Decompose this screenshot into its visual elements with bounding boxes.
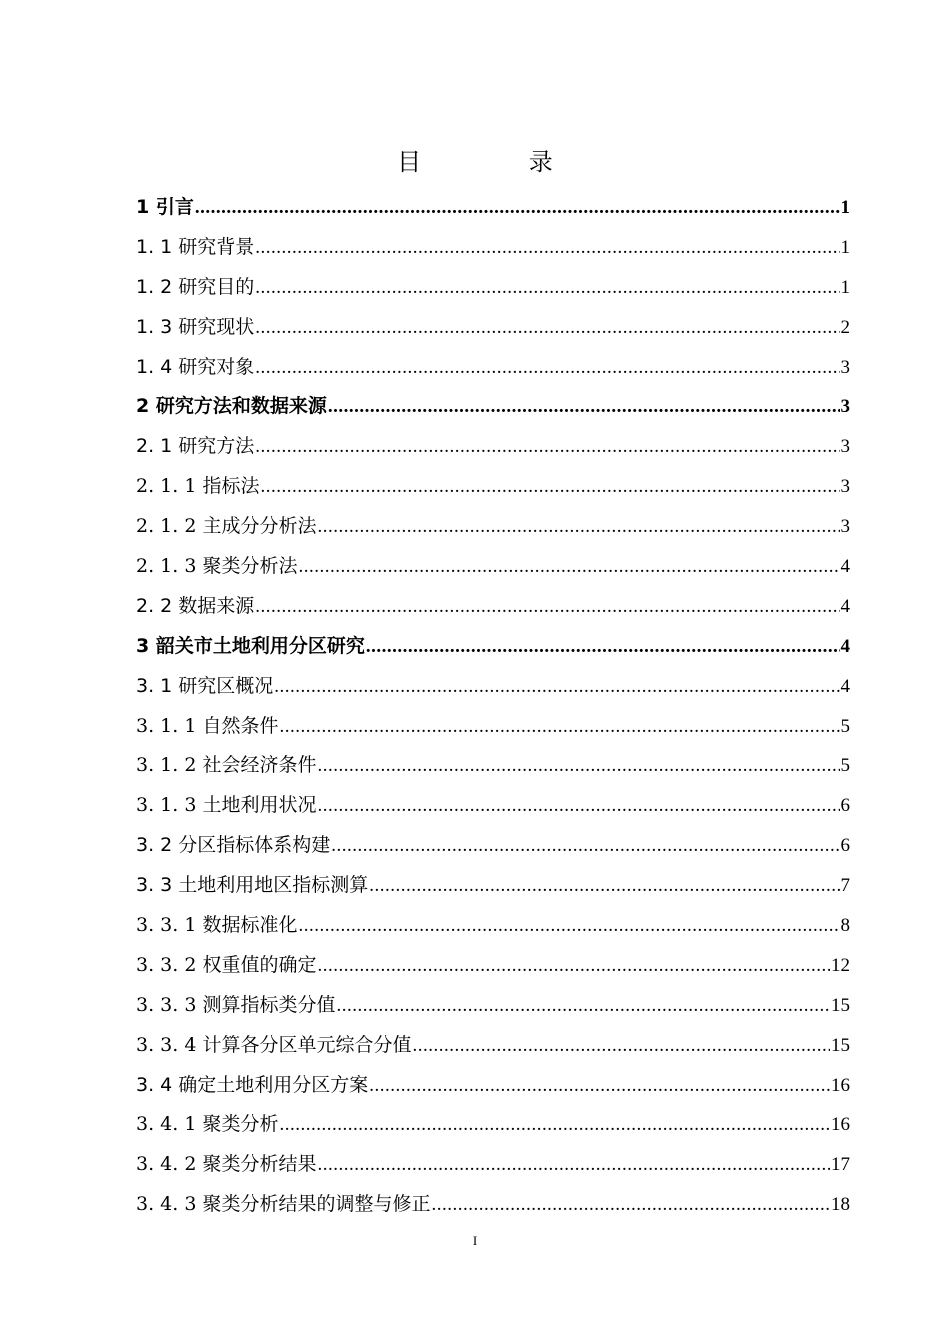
- toc-entry[interactable]: [136, 387, 850, 427]
- toc-entry[interactable]: [136, 1105, 850, 1145]
- toc-entry-page: 12: [831, 954, 850, 976]
- toc-entry-label: 1. 4 研究对象: [136, 355, 255, 378]
- toc-entry[interactable]: [136, 467, 850, 507]
- toc-entry-label: 2. 1. 1 指标法: [136, 475, 260, 498]
- toc-entry-page: 5: [840, 715, 850, 737]
- dot-leader: [369, 1066, 830, 1106]
- dot-leader: [255, 308, 839, 348]
- toc-entry-label: 3. 3. 2 权重值的确定: [136, 953, 317, 976]
- toc-entry-label: 3. 4. 2 聚类分析结果: [136, 1153, 317, 1176]
- toc-entry-page: 6: [840, 835, 850, 857]
- dot-leader: [255, 587, 839, 627]
- dot-leader: [317, 746, 839, 786]
- dot-leader: [255, 268, 839, 308]
- toc-entry[interactable]: [136, 1066, 850, 1106]
- toc-entry-page: 6: [840, 795, 850, 817]
- toc-entry[interactable]: [136, 906, 850, 946]
- toc-entry[interactable]: [136, 986, 850, 1026]
- toc-entry-label: 3. 1 研究区概况: [136, 674, 274, 697]
- toc-entry-page: 5: [840, 755, 850, 777]
- toc-entry-page: 3: [840, 396, 850, 418]
- toc-entry-label: 3. 3. 3 测算指标类分值: [136, 993, 336, 1016]
- toc-entry-page: 7: [840, 875, 850, 897]
- toc-entry-label: 3. 2 分区指标体系构建: [136, 834, 331, 857]
- toc-entry[interactable]: [136, 587, 850, 627]
- toc-entry-page: 18: [831, 1194, 850, 1216]
- dot-leader: [317, 786, 839, 826]
- toc-entry-page: 1: [840, 236, 850, 258]
- toc-entry[interactable]: [136, 427, 850, 467]
- dot-leader: [317, 1145, 830, 1185]
- dot-leader: [431, 1185, 830, 1225]
- toc-entry-label: 3. 3. 4 计算各分区单元综合分值: [136, 1033, 412, 1056]
- dot-leader: [279, 1105, 830, 1145]
- dot-leader: [260, 467, 839, 507]
- toc-entry-page: 3: [840, 356, 850, 378]
- toc-entry-label: 2. 1. 3 聚类分析法: [136, 555, 298, 578]
- dot-leader: [336, 986, 830, 1026]
- dot-leader: [331, 826, 839, 866]
- toc-entry-label: 2 研究方法和数据来源: [136, 395, 327, 418]
- toc-entry[interactable]: [136, 826, 850, 866]
- page-number: I: [472, 1233, 478, 1248]
- toc-entry-label: 3. 3 土地利用地区指标测算: [136, 874, 369, 897]
- toc-title: 目 录: [397, 148, 603, 176]
- toc-entry-label: 2. 1 研究方法: [136, 435, 255, 458]
- toc-entry[interactable]: [136, 507, 850, 547]
- toc-entry[interactable]: [136, 746, 850, 786]
- dot-leader: [255, 228, 839, 268]
- toc-entry-label: 2. 1. 2 主成分分析法: [136, 515, 317, 538]
- toc-entry[interactable]: [136, 946, 850, 986]
- dot-leader: [298, 547, 839, 587]
- toc-list: [136, 188, 850, 1225]
- toc-entry[interactable]: [136, 348, 850, 388]
- dot-leader: [317, 946, 830, 986]
- toc-entry-label: 3. 1. 3 土地利用状况: [136, 794, 317, 817]
- toc-entry[interactable]: [136, 268, 850, 308]
- dot-leader: [369, 866, 839, 906]
- toc-entry[interactable]: [136, 627, 850, 667]
- toc-entry[interactable]: [136, 308, 850, 348]
- toc-entry-label: 1 引言: [136, 196, 194, 218]
- toc-entry-label: 3. 1. 1 自然条件: [136, 714, 279, 737]
- dot-leader: [317, 507, 839, 547]
- toc-entry-page: 16: [831, 1074, 850, 1096]
- toc-entry[interactable]: [136, 667, 850, 707]
- toc-entry-label: 3. 3. 1 数据标准化: [136, 914, 298, 937]
- toc-entry[interactable]: [136, 1145, 850, 1185]
- toc-entry-label: 2. 2 数据来源: [136, 594, 255, 617]
- toc-entry-page: 16: [831, 1114, 850, 1136]
- toc-entry[interactable]: [136, 228, 850, 268]
- toc-entry[interactable]: [136, 1185, 850, 1225]
- toc-entry[interactable]: [136, 547, 850, 587]
- toc-entry-page: 15: [831, 1034, 850, 1056]
- toc-entry[interactable]: [136, 786, 850, 826]
- toc-entry-page: 2: [840, 316, 850, 338]
- toc-entry[interactable]: [136, 1026, 850, 1066]
- dot-leader: [255, 348, 839, 388]
- toc-entry-page: 4: [840, 675, 850, 697]
- toc-entry-label: 3. 4 确定土地利用分区方案: [136, 1073, 369, 1096]
- dot-leader: [255, 427, 839, 467]
- toc-entry[interactable]: [136, 866, 850, 906]
- toc-entry-page: 15: [831, 994, 850, 1016]
- toc-entry-page: 17: [831, 1154, 850, 1176]
- toc-entry-label: 1. 2 研究目的: [136, 275, 255, 298]
- toc-entry-label: 1. 3 研究现状: [136, 315, 255, 338]
- toc-entry-page: 3: [840, 436, 850, 458]
- toc-entry-label: 3. 1. 2 社会经济条件: [136, 754, 317, 777]
- toc-entry-label: 3. 4. 1 聚类分析: [136, 1113, 279, 1136]
- dot-leader: [195, 188, 840, 228]
- dot-leader: [279, 707, 839, 747]
- toc-entry-page: 3: [840, 476, 850, 498]
- dot-leader: [328, 387, 840, 427]
- toc-entry-page: 8: [840, 915, 850, 937]
- toc-entry-page: 1: [840, 276, 850, 298]
- toc-entry[interactable]: [136, 188, 850, 228]
- toc-entry-page: 4: [840, 556, 850, 578]
- toc-entry-label: 1. 1 研究背景: [136, 235, 255, 258]
- toc-entry-page: 3: [840, 516, 850, 538]
- dot-leader: [366, 627, 840, 667]
- toc-entry-label: 3 韶关市土地利用分区研究: [136, 634, 365, 657]
- toc-entry-page: 4: [840, 635, 850, 657]
- dot-leader: [412, 1026, 830, 1066]
- toc-entry-page: 4: [840, 595, 850, 617]
- toc-entry[interactable]: [136, 707, 850, 747]
- toc-entry-page: 1: [840, 197, 850, 218]
- toc-entry-label: 3. 4. 3 聚类分析结果的调整与修正: [136, 1193, 431, 1216]
- dot-leader: [274, 667, 839, 707]
- dot-leader: [298, 906, 839, 946]
